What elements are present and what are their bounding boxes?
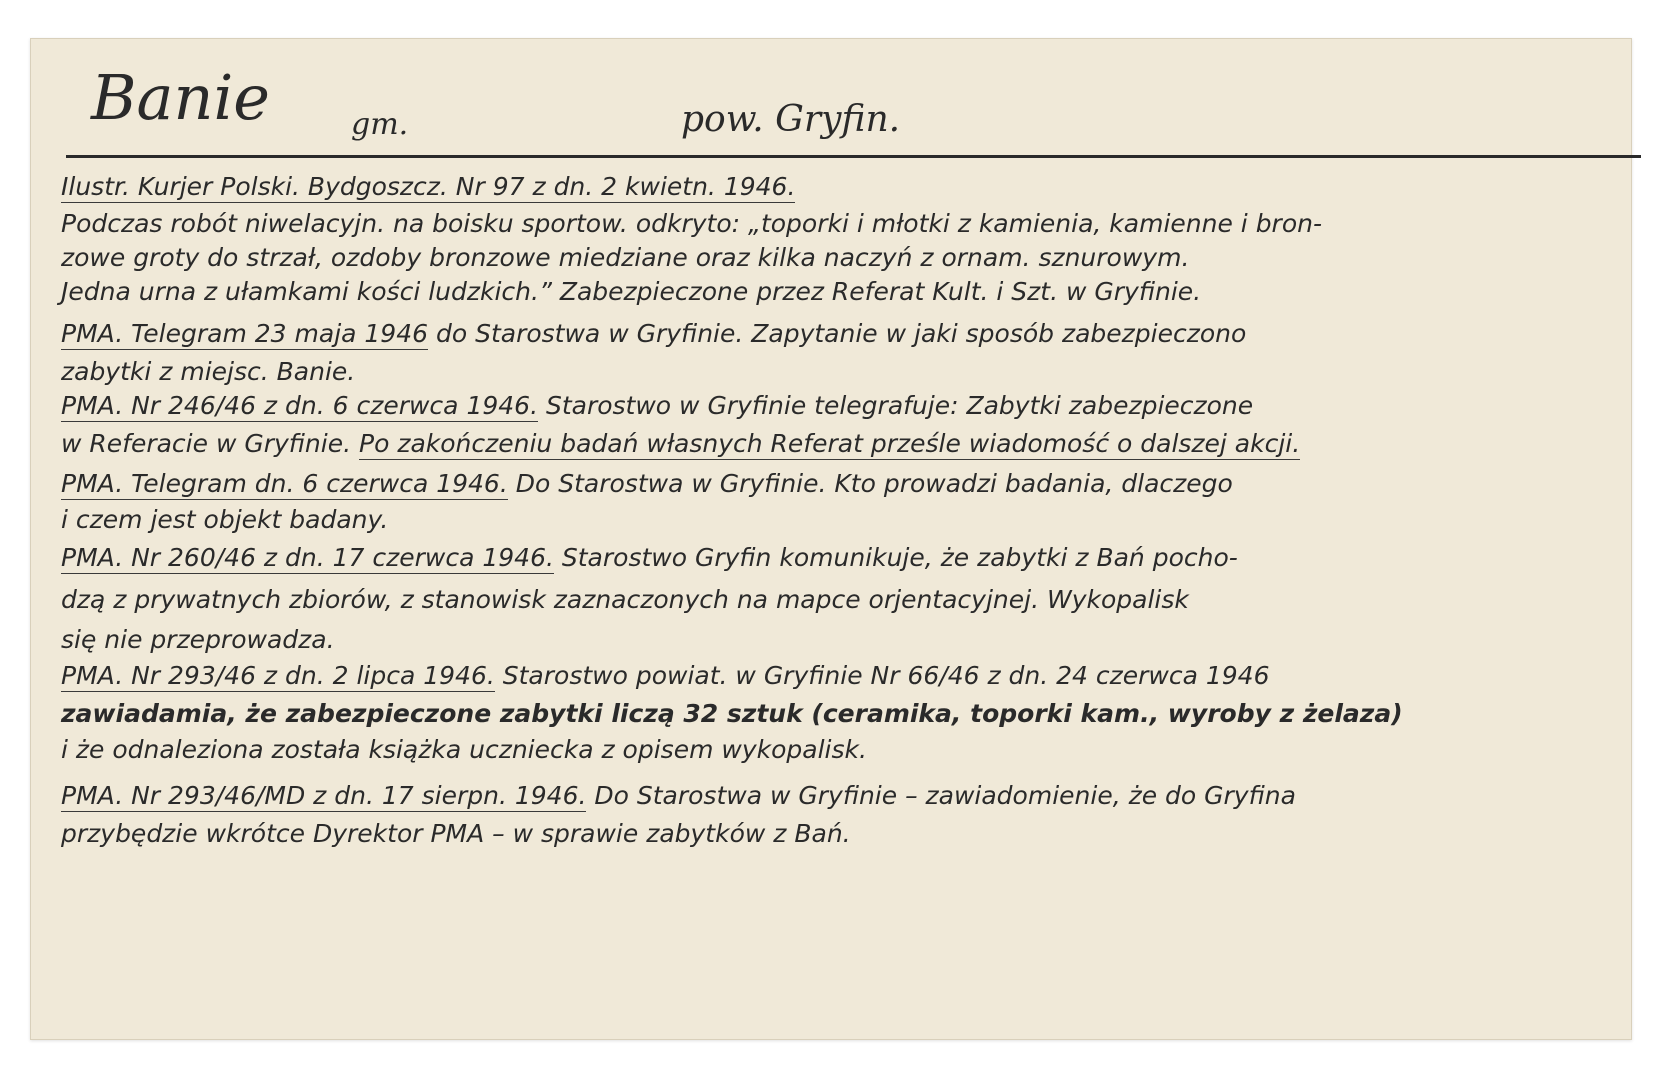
entry-line: w Referacie w Gryfinie. [61, 429, 352, 458]
entry-row [61, 469, 1233, 500]
entry-line: i że odnaleziona została książka uczniecka z opisem wykopalisk. [61, 735, 867, 764]
entry-line: Po zakończeniu badań własnych Referat prześle wiadomość o dalszej akcji. [359, 429, 1301, 458]
entry-source: PMA. Telegram 23 maja 1946 [61, 319, 429, 348]
entry-row [61, 781, 1296, 812]
entry-source: Ilustr. Kurjer Polski. Bydgoszcz. Nr 97 z dn. 2 kwietn. 1946. [61, 172, 796, 201]
entry-line: zawiadamia, że zabezpieczone zabytki liczą 32 sztuk (ceramika, toporki kam., wyroby z żelaza) [61, 699, 1403, 728]
entry-line: Do Starostwa w Gryfinie – zawiadomienie, że do Gryfina [594, 781, 1296, 810]
district-label: pow. Gryfin. [681, 99, 901, 140]
entry-row [61, 391, 1253, 422]
catalog-card [30, 38, 1632, 1040]
entry-source: PMA. Telegram dn. 6 czerwca 1946. [61, 469, 508, 498]
entry-row [61, 543, 1238, 574]
entry-line: się nie przeprowadza. [61, 625, 335, 654]
entry-row [61, 319, 1246, 350]
entry-line: Starostwo Gryfin komunikuje, że zabytki z Bań pocho- [561, 543, 1238, 572]
entry-row [61, 661, 1270, 692]
entry-line: do Starostwa w Gryfinie. Zapytanie w jaki sposób zabezpieczono [435, 319, 1247, 348]
entry-line: Starostwo w Gryfinie telegrafuje: Zabytki zabezpieczone [545, 391, 1254, 420]
entry-line: Podczas robót niwelacyjn. na boisku sportow. odkryto: „toporki i młotki z kamienia, kamienne i bron- [61, 209, 1322, 238]
entry-source: PMA. Nr 246/46 z dn. 6 czerwca 1946. [61, 391, 539, 420]
entry-line: zabytki z miejsc. Banie. [61, 357, 356, 386]
entry-line: Starostwo powiat. w Gryfinie Nr 66/46 z dn. 24 czerwca 1946 [502, 661, 1270, 690]
entry-line: Jedna urna z ułamkami kości ludzkich.” Zabezpieczone przez Referat Kult. i Szt. w Gryfinie. [61, 277, 1202, 306]
entry-line: przybędzie wkrótce Dyrektor PMA – w sprawie zabytków z Bań. [61, 819, 851, 848]
entry-source: PMA. Nr 260/46 z dn. 17 czerwca 1946. [61, 543, 554, 572]
entry-line: dzą z prywatnych zbiorów, z stanowisk zaznaczonych na mapce orjentacyjnej. Wykopalisk [61, 585, 1189, 614]
place-name: Banie [91, 61, 270, 134]
entry-source: PMA. Nr 293/46 z dn. 2 lipca 1946. [61, 661, 495, 690]
entry-line: zowe groty do strzał, ozdoby bronzowe miedziane oraz kilka naczyń z ornam. sznurowym. [61, 243, 1190, 272]
entry-row [61, 429, 1300, 460]
entry-source: PMA. Nr 293/46/MD z dn. 17 sierpn. 1946. [61, 781, 587, 810]
entry-line: i czem jest objekt badany. [61, 505, 389, 534]
entry-line: Do Starostwa w Gryfinie. Kto prowadzi badania, dlaczego [515, 469, 1233, 498]
header-rule [66, 155, 1641, 158]
place-type: gm. [351, 107, 409, 142]
